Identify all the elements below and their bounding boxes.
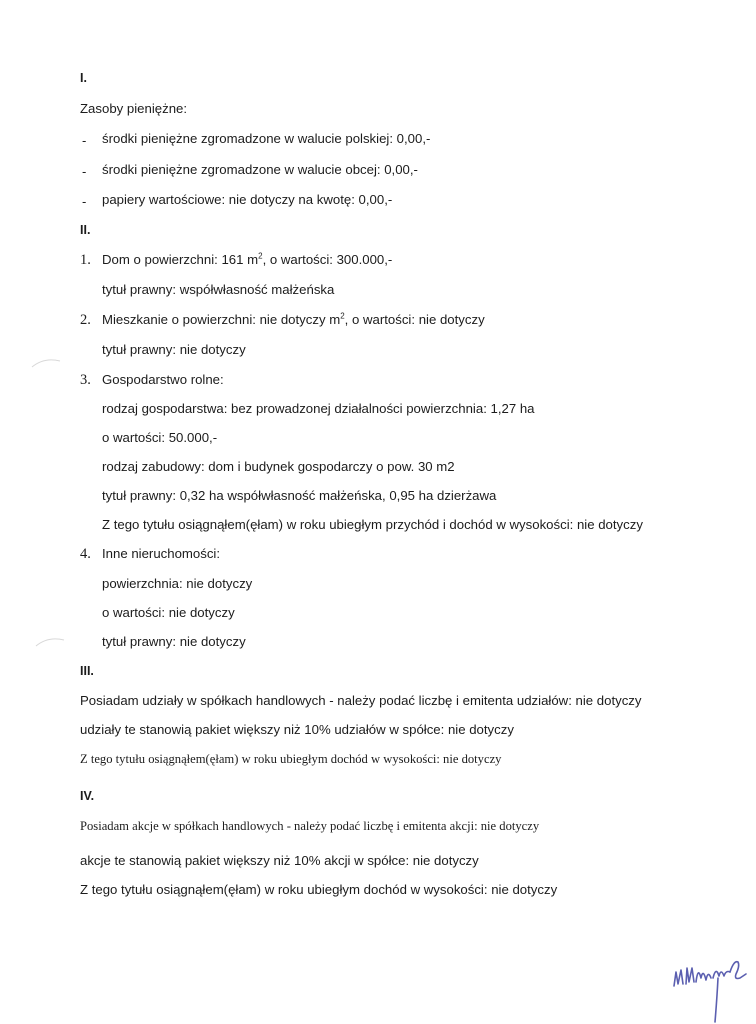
section-4-heading: IV. (80, 789, 95, 803)
signature-image (668, 948, 752, 1024)
stocks-income-line: Z tego tytułu osiągnąłem(ęłam) w roku ubiegłym dochód w wysokości: nie dotyczy (80, 882, 558, 897)
list-item: papiery wartościowe: nie dotyczy na kwotę: 0,00,- (102, 192, 393, 207)
other-property-legal-title: tytuł prawny: nie dotyczy (102, 634, 246, 649)
other-property-area: powierzchnia: nie dotyczy (102, 576, 253, 591)
house-legal-title: tytuł prawny: współwłasność małżeńska (102, 282, 335, 297)
list-dash: - (82, 194, 87, 209)
shares-line: Posiadam udziały w spółkach handlowych - należy podać liczbę i emitenta udziałów: nie dotyczy (80, 693, 642, 708)
apartment-legal-title: tytuł prawny: nie dotyczy (102, 342, 246, 357)
apartment-line (102, 312, 485, 328)
farm-income: Z tego tytułu osiągnąłem(ęłam) w roku ubiegłym przychód i dochód w wysokości: nie dotyczy (102, 517, 643, 532)
shares-package-line: udziały te stanowią pakiet większy niż 10% udziałów w spółce: nie dotyczy (80, 722, 514, 737)
scan-mark (30, 355, 64, 369)
scan-mark (34, 634, 68, 648)
section-2-heading: II. (80, 223, 91, 237)
apartment-text: Mieszkanie o powierzchni: nie dotyczy m (102, 312, 341, 327)
list-item: środki pieniężne zgromadzone w walucie obcej: 0,00,- (102, 162, 418, 177)
list-dash: - (82, 164, 87, 179)
section-1-title: Zasoby pieniężne: (80, 101, 188, 116)
stocks-package-line: akcje te stanowią pakiet większy niż 10% akcji w spółce: nie dotyczy (80, 853, 479, 868)
item-number: 4. (80, 546, 91, 562)
other-property-value: o wartości: nie dotyczy (102, 605, 235, 620)
apartment-sup: 2 (340, 311, 345, 321)
section-1-heading: I. (80, 71, 87, 85)
list-dash: - (82, 133, 87, 148)
other-property-heading: Inne nieruchomości: (102, 546, 221, 561)
item-number: 2. (80, 312, 91, 328)
item-number: 1. (80, 252, 91, 268)
list-item: środki pieniężne zgromadzone w walucie polskiej: 0,00,- (102, 131, 431, 146)
house-sup: 2 (258, 251, 263, 261)
section-3-heading: III. (80, 664, 94, 678)
farm-value: o wartości: 50.000,- (102, 430, 218, 445)
shares-income-line: Z tego tytułu osiągnąłem(ęłam) w roku ubiegłym dochód w wysokości: nie dotyczy (80, 752, 502, 766)
farm-heading: Gospodarstwo rolne: (102, 372, 224, 387)
house-line (102, 252, 392, 268)
farm-type: rodzaj gospodarstwa: bez prowadzonej działalności powierzchnia: 1,27 ha (102, 401, 535, 416)
farm-buildings: rodzaj zabudowy: dom i budynek gospodarczy o pow. 30 m2 (102, 459, 455, 474)
stocks-line: Posiadam akcje w spółkach handlowych - należy podać liczbę i emitenta akcji: nie dotyczy (80, 819, 540, 833)
house-text: Dom o powierzchni: 161 m (102, 252, 259, 267)
apartment-value: , o wartości: nie dotyczy (344, 312, 485, 327)
item-number: 3. (80, 372, 91, 388)
farm-legal-title: tytuł prawny: 0,32 ha współwłasność małżeńska, 0,95 ha dzierżawa (102, 488, 497, 503)
house-value: , o wartości: 300.000,- (262, 252, 393, 267)
